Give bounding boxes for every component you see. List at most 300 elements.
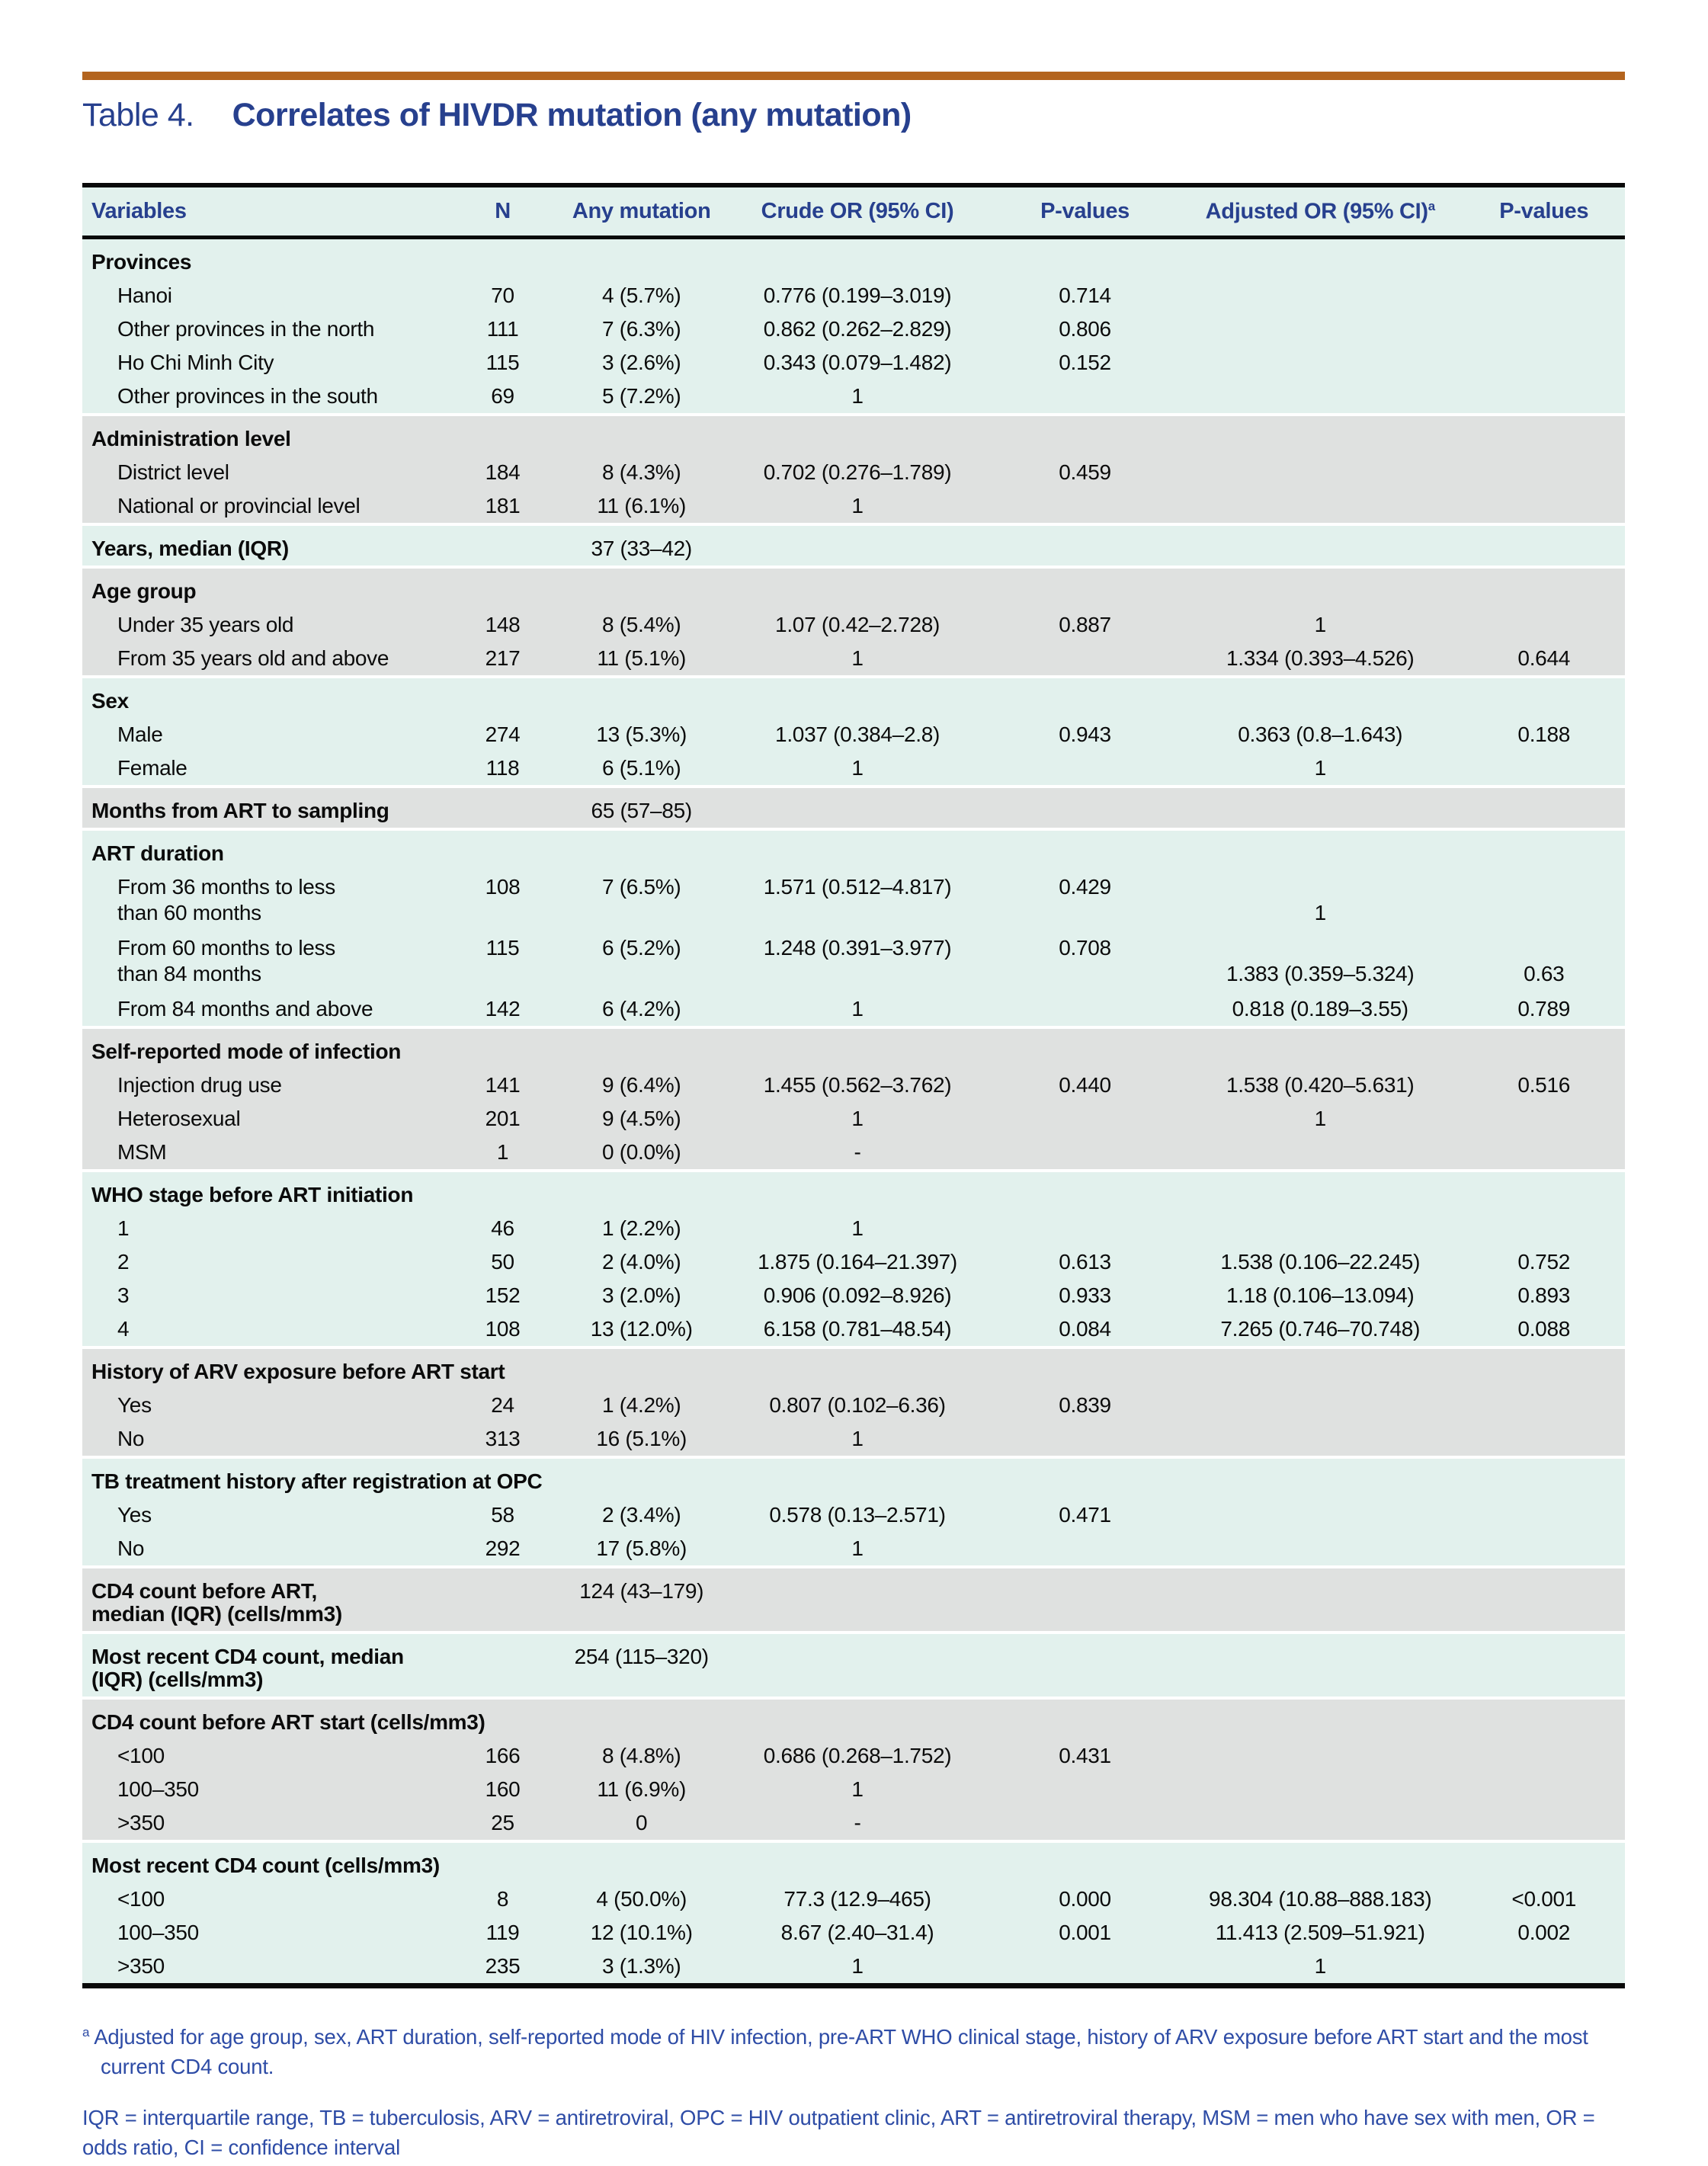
cell-n: 25 — [445, 1806, 561, 1841]
cell-p-value-adjusted — [1463, 787, 1625, 829]
cell-any-mutation: 2 (3.4%) — [560, 1498, 723, 1532]
cell-p-value-adjusted: 0.516 — [1463, 1069, 1625, 1102]
cell-label: 100–350 — [82, 1916, 445, 1950]
cell-any-mutation — [560, 900, 723, 931]
data-row — [82, 312, 1625, 346]
cell-adjusted-or: 1 — [1178, 900, 1463, 931]
cell-crude-or: 1.571 (0.512–4.817) — [723, 870, 992, 900]
cell-adjusted-or — [1178, 1532, 1463, 1567]
cell-label: Self-reported mode of infection — [82, 1027, 1625, 1069]
cell-any-mutation: 9 (4.5%) — [560, 1102, 723, 1136]
cell-p-value — [992, 1212, 1178, 1245]
cell-p-value: 0.887 — [992, 608, 1178, 642]
cell-p-value-adjusted: 0.188 — [1463, 718, 1625, 751]
cell-label: Most recent CD4 count (cells/mm3) — [82, 1841, 1625, 1882]
cell-any-mutation: 1 (4.2%) — [560, 1389, 723, 1422]
cell-n: 166 — [445, 1739, 561, 1773]
correlates-table — [82, 183, 1625, 1983]
cell-crude-or: 0.686 (0.268–1.752) — [723, 1739, 992, 1773]
cell-p-value: 0.001 — [992, 1916, 1178, 1950]
cell-adjusted-or: 1 — [1178, 1102, 1463, 1136]
cell-p-value — [992, 1136, 1178, 1171]
accent-rule — [82, 72, 1625, 80]
cell-n: 111 — [445, 312, 561, 346]
cell-adjusted-or — [1178, 931, 1463, 961]
data-row — [82, 1102, 1625, 1136]
cell-p-value: 0.429 — [992, 870, 1178, 900]
cell-label: Administration level — [82, 415, 1625, 456]
cell-n: 181 — [445, 489, 561, 524]
cell-any-mutation — [560, 961, 723, 992]
cell-label: 100–350 — [82, 1773, 445, 1806]
footnote-adjusted-text: Adjusted for age group, sex, ART duration, self-reported mode of HIV infection, pre-ART WHO clinical stage, history of ARV exposure before ART start and the most current CD4 count. — [94, 2024, 1588, 2078]
cell-crude-or: 1 — [723, 992, 992, 1027]
data-row — [82, 456, 1625, 489]
cell-adjusted-or: 1 — [1178, 608, 1463, 642]
cell-label: Yes — [82, 1498, 445, 1532]
cell-any-mutation: 254 (115–320) — [560, 1633, 723, 1698]
section-header-row — [82, 1171, 1625, 1212]
cell-p-value — [992, 1102, 1178, 1136]
cell-p-value-adjusted — [1463, 1773, 1625, 1806]
table-body — [82, 237, 1625, 1983]
data-row — [82, 608, 1625, 642]
cell-p-value-adjusted — [1463, 1422, 1625, 1457]
cell-label: Provinces — [82, 237, 1625, 279]
cell-p-value-adjusted — [1463, 380, 1625, 415]
content — [82, 0, 1625, 2162]
section-header-row — [82, 677, 1625, 718]
cell-label: Age group — [82, 567, 1625, 608]
cell-n: 217 — [445, 642, 561, 677]
data-row — [82, 751, 1625, 787]
measure-label-line: median (IQR) (cells/mm3) — [91, 1601, 342, 1626]
cell-any-mutation: 7 (6.3%) — [560, 312, 723, 346]
cell-n — [445, 1633, 561, 1698]
footnote-abbreviations: IQR = interquartile range, TB = tuberculosis, ARV = antiretroviral, OPC = HIV outpatient clinic, ART = antiretroviral therapy, MSM = men who have sex with men, OR = odds ratio, CI = confidence interval — [82, 2105, 1595, 2159]
cell-any-mutation: 6 (4.2%) — [560, 992, 723, 1027]
cell-any-mutation: 11 (6.9%) — [560, 1773, 723, 1806]
cell-p-value: 0.714 — [992, 279, 1178, 312]
cell-adjusted-or — [1178, 1633, 1463, 1698]
cell-p-value: 0.000 — [992, 1882, 1178, 1916]
cell-adjusted-or — [1178, 1806, 1463, 1841]
cell-crude-or: 0.906 (0.092–8.926) — [723, 1279, 992, 1312]
data-row — [82, 1136, 1625, 1171]
data-row — [82, 1389, 1625, 1422]
footnotes — [82, 2022, 1625, 2162]
cell-n: 119 — [445, 1916, 561, 1950]
cell-label: From 36 months to less — [82, 870, 445, 900]
cell-label: Hanoi — [82, 279, 445, 312]
measure-label-line: Months from ART to sampling — [91, 798, 389, 822]
cell-n: 160 — [445, 1773, 561, 1806]
cell-any-mutation: 12 (10.1%) — [560, 1916, 723, 1950]
data-row — [82, 1882, 1625, 1916]
cell-p-value — [992, 1633, 1178, 1698]
data-row — [82, 1069, 1625, 1102]
cell-n: 24 — [445, 1389, 561, 1422]
cell-crude-or: 1 — [723, 1532, 992, 1567]
cell-any-mutation: 8 (5.4%) — [560, 608, 723, 642]
cell-p-value — [992, 787, 1178, 829]
cell-n: 70 — [445, 279, 561, 312]
cell-crude-or: 1 — [723, 1422, 992, 1457]
cell-p-value-adjusted: 0.752 — [1463, 1245, 1625, 1279]
cell-n: 108 — [445, 1312, 561, 1347]
cell-n: 58 — [445, 1498, 561, 1532]
cell-p-value-adjusted — [1463, 870, 1625, 900]
cell-n — [445, 961, 561, 992]
adjusted-superscript: a — [1428, 199, 1435, 213]
data-row — [82, 1312, 1625, 1347]
cell-adjusted-or — [1178, 870, 1463, 900]
cell-p-value-adjusted — [1463, 279, 1625, 312]
section-header-row — [82, 1698, 1625, 1739]
cell-label — [82, 787, 445, 829]
cell-p-value — [992, 1950, 1178, 1983]
cell-crude-or: 0.862 (0.262–2.829) — [723, 312, 992, 346]
cell-label: Heterosexual — [82, 1102, 445, 1136]
cell-p-value-adjusted — [1463, 346, 1625, 380]
cell-crude-or: 8.67 (2.40–31.4) — [723, 1916, 992, 1950]
measure-label-line: (IQR) (cells/mm3) — [91, 1667, 264, 1691]
cell-p-value-adjusted — [1463, 1532, 1625, 1567]
cell-label — [82, 1633, 445, 1698]
cell-p-value-adjusted: 0.088 — [1463, 1312, 1625, 1347]
cell-label: than 60 months — [82, 900, 445, 931]
cell-any-mutation: 11 (6.1%) — [560, 489, 723, 524]
table-caption — [82, 97, 1625, 134]
cell-label: Male — [82, 718, 445, 751]
cell-p-value-adjusted: 0.002 — [1463, 1916, 1625, 1950]
cell-p-value-adjusted: 0.789 — [1463, 992, 1625, 1027]
cell-label: District level — [82, 456, 445, 489]
cell-any-mutation: 5 (7.2%) — [560, 380, 723, 415]
cell-p-value-adjusted — [1463, 1633, 1625, 1698]
cell-p-value — [992, 992, 1178, 1027]
cell-adjusted-or: 1.18 (0.106–13.094) — [1178, 1279, 1463, 1312]
data-row — [82, 1212, 1625, 1245]
cell-label: than 84 months — [82, 961, 445, 992]
cell-p-value-adjusted — [1463, 1498, 1625, 1532]
cell-label: Injection drug use — [82, 1069, 445, 1102]
cell-n: 8 — [445, 1882, 561, 1916]
cell-adjusted-or: 0.363 (0.8–1.643) — [1178, 718, 1463, 751]
section-header-row — [82, 1841, 1625, 1882]
cell-any-mutation: 2 (4.0%) — [560, 1245, 723, 1279]
cell-p-value: 0.459 — [992, 456, 1178, 489]
cell-label: No — [82, 1532, 445, 1567]
cell-adjusted-or — [1178, 787, 1463, 829]
section-header-row — [82, 567, 1625, 608]
cell-n: 148 — [445, 608, 561, 642]
cell-any-mutation: 0 (0.0%) — [560, 1136, 723, 1171]
cell-adjusted-or — [1178, 1567, 1463, 1633]
cell-p-value: 0.708 — [992, 931, 1178, 961]
data-row-continuation — [82, 900, 1625, 931]
cell-crude-or: 0.807 (0.102–6.36) — [723, 1389, 992, 1422]
cell-n — [445, 524, 561, 567]
footnote-adjusted — [82, 2022, 1625, 2081]
cell-p-value-adjusted — [1463, 1806, 1625, 1841]
cell-n: 274 — [445, 718, 561, 751]
section-header-row — [82, 415, 1625, 456]
cell-adjusted-or: 0.818 (0.189–3.55) — [1178, 992, 1463, 1027]
data-row — [82, 346, 1625, 380]
cell-label: History of ARV exposure before ART start — [82, 1347, 1625, 1389]
cell-adjusted-or — [1178, 524, 1463, 567]
cell-adjusted-or — [1178, 1773, 1463, 1806]
measure-row — [82, 524, 1625, 567]
section-header-row — [82, 1457, 1625, 1498]
cell-adjusted-or: 1.334 (0.393–4.526) — [1178, 642, 1463, 677]
cell-p-value — [992, 751, 1178, 787]
cell-label: Female — [82, 751, 445, 787]
cell-p-value-adjusted — [1463, 900, 1625, 931]
column-header-p-values: P-values — [992, 185, 1178, 237]
section-header-row — [82, 829, 1625, 870]
cell-any-mutation: 3 (1.3%) — [560, 1950, 723, 1983]
cell-p-value — [992, 1532, 1178, 1567]
data-row — [82, 489, 1625, 524]
cell-n: 115 — [445, 931, 561, 961]
cell-adjusted-or: 1 — [1178, 751, 1463, 787]
section-header-row — [82, 1347, 1625, 1389]
cell-any-mutation: 9 (6.4%) — [560, 1069, 723, 1102]
cell-any-mutation: 8 (4.3%) — [560, 456, 723, 489]
cell-any-mutation: 4 (5.7%) — [560, 279, 723, 312]
cell-p-value-adjusted — [1463, 1567, 1625, 1633]
cell-any-mutation: 3 (2.6%) — [560, 346, 723, 380]
cell-label: CD4 count before ART start (cells/mm3) — [82, 1698, 1625, 1739]
data-row — [82, 279, 1625, 312]
cell-p-value: 0.440 — [992, 1069, 1178, 1102]
cell-crude-or — [723, 787, 992, 829]
cell-n: 142 — [445, 992, 561, 1027]
cell-p-value-adjusted — [1463, 489, 1625, 524]
cell-p-value-adjusted — [1463, 312, 1625, 346]
cell-adjusted-or — [1178, 312, 1463, 346]
cell-p-value-adjusted — [1463, 1102, 1625, 1136]
cell-p-value-adjusted: 0.63 — [1463, 961, 1625, 992]
cell-adjusted-or — [1178, 1212, 1463, 1245]
cell-label: >350 — [82, 1806, 445, 1841]
cell-crude-or: 1 — [723, 1102, 992, 1136]
cell-adjusted-or — [1178, 380, 1463, 415]
cell-any-mutation: 0 — [560, 1806, 723, 1841]
cell-label: 1 — [82, 1212, 445, 1245]
cell-crude-or: 1.248 (0.391–3.977) — [723, 931, 992, 961]
cell-p-value — [992, 900, 1178, 931]
column-header-crude-or: Crude OR (95% CI) — [723, 185, 992, 237]
cell-p-value-adjusted: 0.893 — [1463, 1279, 1625, 1312]
cell-n: 115 — [445, 346, 561, 380]
cell-p-value: 0.943 — [992, 718, 1178, 751]
data-row — [82, 380, 1625, 415]
cell-n: 235 — [445, 1950, 561, 1983]
cell-crude-or — [723, 524, 992, 567]
section-header-row — [82, 237, 1625, 279]
footnote-marker: a — [82, 2024, 90, 2039]
cell-n: 50 — [445, 1245, 561, 1279]
cell-p-value-adjusted — [1463, 524, 1625, 567]
cell-label — [82, 1567, 445, 1633]
cell-p-value: 0.431 — [992, 1739, 1178, 1773]
cell-crude-or: 1.455 (0.562–3.762) — [723, 1069, 992, 1102]
cell-p-value: 0.152 — [992, 346, 1178, 380]
cell-adjusted-or — [1178, 1739, 1463, 1773]
column-header-any-mutation: Any mutation — [560, 185, 723, 237]
cell-crude-or: 1 — [723, 1950, 992, 1983]
cell-label: MSM — [82, 1136, 445, 1171]
cell-n: 1 — [445, 1136, 561, 1171]
cell-p-value: 0.084 — [992, 1312, 1178, 1347]
data-row-continuation — [82, 961, 1625, 992]
data-row — [82, 1739, 1625, 1773]
cell-crude-or: 1 — [723, 1773, 992, 1806]
cell-adjusted-or — [1178, 1422, 1463, 1457]
cell-p-value: 0.471 — [992, 1498, 1178, 1532]
cell-adjusted-or — [1178, 346, 1463, 380]
cell-p-value-adjusted — [1463, 1389, 1625, 1422]
table-wrap — [82, 183, 1625, 1988]
cell-any-mutation: 8 (4.8%) — [560, 1739, 723, 1773]
cell-any-mutation: 37 (33–42) — [560, 524, 723, 567]
cell-label: From 84 months and above — [82, 992, 445, 1027]
cell-p-value — [992, 524, 1178, 567]
cell-n: 313 — [445, 1422, 561, 1457]
data-row — [82, 1532, 1625, 1567]
data-row — [82, 1773, 1625, 1806]
table-title: Correlates of HIVDR mutation (any mutation) — [232, 97, 912, 133]
data-row — [82, 1279, 1625, 1312]
cell-label: From 60 months to less — [82, 931, 445, 961]
cell-any-mutation: 1 (2.2%) — [560, 1212, 723, 1245]
cell-label: 2 — [82, 1245, 445, 1279]
cell-n — [445, 1567, 561, 1633]
cell-adjusted-or: 1.538 (0.106–22.245) — [1178, 1245, 1463, 1279]
cell-adjusted-or: 1 — [1178, 1950, 1463, 1983]
cell-any-mutation: 11 (5.1%) — [560, 642, 723, 677]
data-row — [82, 1245, 1625, 1279]
cell-p-value-adjusted — [1463, 608, 1625, 642]
cell-label: >350 — [82, 1950, 445, 1983]
measure-label-line: CD4 count before ART, — [91, 1578, 318, 1603]
column-header-p-values-2: P-values — [1463, 185, 1625, 237]
cell-n: 46 — [445, 1212, 561, 1245]
cell-n: 69 — [445, 380, 561, 415]
cell-label: Sex — [82, 677, 1625, 718]
section-header-row — [82, 1027, 1625, 1069]
cell-adjusted-or — [1178, 456, 1463, 489]
cell-p-value-adjusted: 0.644 — [1463, 642, 1625, 677]
table-number: Table 4. — [82, 97, 194, 133]
measure-label-line: Most recent CD4 count, median — [91, 1644, 404, 1668]
cell-p-value-adjusted: <0.001 — [1463, 1882, 1625, 1916]
cell-n: 152 — [445, 1279, 561, 1312]
cell-crude-or — [723, 1633, 992, 1698]
cell-p-value — [992, 961, 1178, 992]
cell-label: Other provinces in the south — [82, 380, 445, 415]
cell-n: 108 — [445, 870, 561, 900]
cell-label: TB treatment history after registration at OPC — [82, 1457, 1625, 1498]
cell-p-value-adjusted — [1463, 1136, 1625, 1171]
cell-label: Yes — [82, 1389, 445, 1422]
cell-crude-or — [723, 1567, 992, 1633]
cell-crude-or — [723, 900, 992, 931]
cell-p-value-adjusted — [1463, 751, 1625, 787]
data-row — [82, 1950, 1625, 1983]
measure-row — [82, 1633, 1625, 1698]
column-header-variables: Variables — [82, 185, 445, 237]
data-row — [82, 1806, 1625, 1841]
cell-p-value-adjusted — [1463, 1739, 1625, 1773]
cell-crude-or: 1 — [723, 642, 992, 677]
cell-adjusted-or — [1178, 1136, 1463, 1171]
cell-p-value: 0.839 — [992, 1389, 1178, 1422]
cell-crude-or: - — [723, 1136, 992, 1171]
cell-label: No — [82, 1422, 445, 1457]
cell-crude-or — [723, 961, 992, 992]
cell-any-mutation: 17 (5.8%) — [560, 1532, 723, 1567]
cell-adjusted-or: 1.538 (0.420–5.631) — [1178, 1069, 1463, 1102]
cell-any-mutation: 13 (12.0%) — [560, 1312, 723, 1347]
cell-label: Other provinces in the north — [82, 312, 445, 346]
cell-any-mutation: 124 (43–179) — [560, 1567, 723, 1633]
cell-label: National or provincial level — [82, 489, 445, 524]
cell-crude-or: 1.875 (0.164–21.397) — [723, 1245, 992, 1279]
cell-adjusted-or: 7.265 (0.746–70.748) — [1178, 1312, 1463, 1347]
data-row — [82, 1498, 1625, 1532]
measure-row — [82, 1567, 1625, 1633]
data-row — [82, 718, 1625, 751]
cell-p-value: 0.806 — [992, 312, 1178, 346]
cell-adjusted-or — [1178, 279, 1463, 312]
cell-label: From 35 years old and above — [82, 642, 445, 677]
cell-adjusted-or — [1178, 489, 1463, 524]
cell-adjusted-or: 98.304 (10.88–888.183) — [1178, 1882, 1463, 1916]
cell-crude-or: 0.578 (0.13–2.571) — [723, 1498, 992, 1532]
cell-crude-or: 1 — [723, 751, 992, 787]
cell-adjusted-or: 11.413 (2.509–51.921) — [1178, 1916, 1463, 1950]
cell-p-value — [992, 489, 1178, 524]
cell-p-value — [992, 1773, 1178, 1806]
cell-p-value — [992, 380, 1178, 415]
cell-crude-or: 1.037 (0.384–2.8) — [723, 718, 992, 751]
cell-p-value-adjusted — [1463, 456, 1625, 489]
cell-any-mutation: 3 (2.0%) — [560, 1279, 723, 1312]
cell-label: <100 — [82, 1739, 445, 1773]
cell-crude-or: 1 — [723, 1212, 992, 1245]
column-header-n: N — [445, 185, 561, 237]
cell-n: 184 — [445, 456, 561, 489]
cell-any-mutation: 4 (50.0%) — [560, 1882, 723, 1916]
cell-p-value: 0.613 — [992, 1245, 1178, 1279]
cell-crude-or: 77.3 (12.9–465) — [723, 1882, 992, 1916]
cell-any-mutation: 13 (5.3%) — [560, 718, 723, 751]
cell-any-mutation: 6 (5.2%) — [560, 931, 723, 961]
cell-p-value — [992, 642, 1178, 677]
cell-p-value: 0.933 — [992, 1279, 1178, 1312]
cell-label — [82, 524, 445, 567]
cell-label: <100 — [82, 1882, 445, 1916]
cell-adjusted-or — [1178, 1389, 1463, 1422]
cell-crude-or: 6.158 (0.781–48.54) — [723, 1312, 992, 1347]
cell-any-mutation: 65 (57–85) — [560, 787, 723, 829]
cell-label: Under 35 years old — [82, 608, 445, 642]
cell-any-mutation: 16 (5.1%) — [560, 1422, 723, 1457]
